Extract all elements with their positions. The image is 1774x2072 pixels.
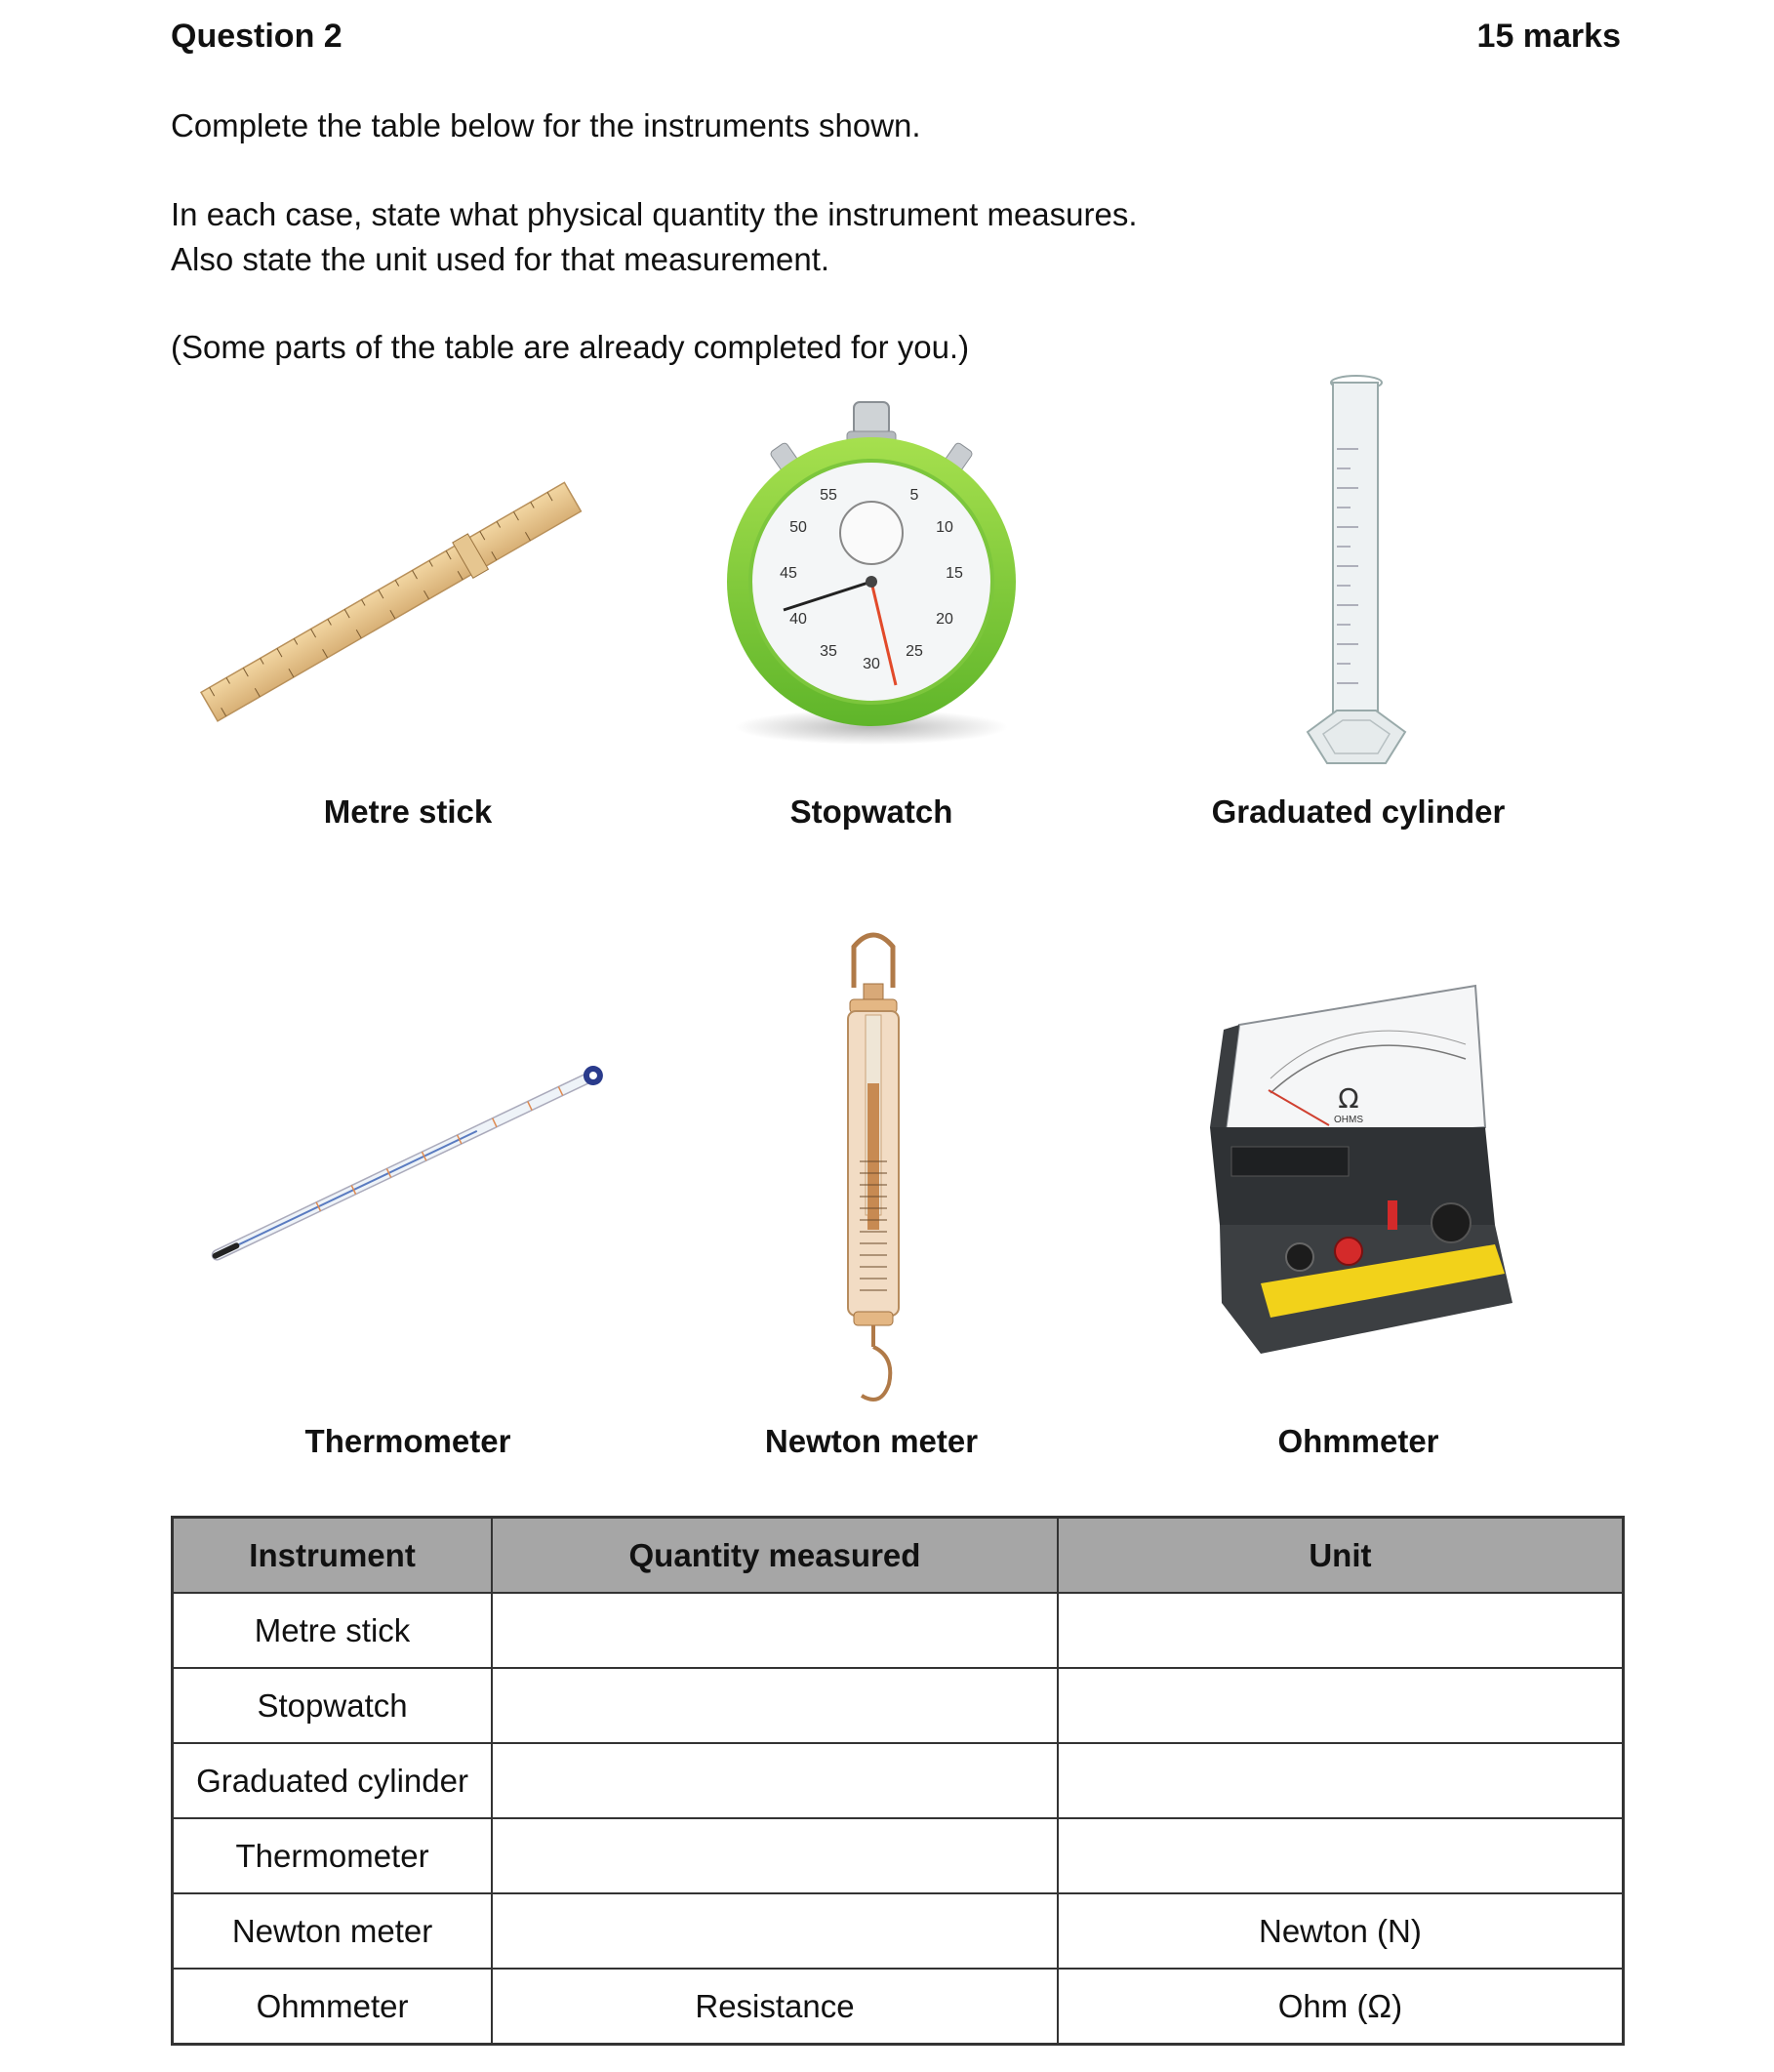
table-row [173,1668,1624,1743]
ohm-symbol: Ω [1338,1082,1359,1115]
newton-meter-image [825,927,922,1415]
cell-unit: Newton (N) [1058,1893,1624,1969]
cell-instrument: Metre stick [173,1593,493,1668]
cell-quantity[interactable] [492,1743,1058,1818]
header-quantity-measured: Quantity measured [492,1518,1058,1594]
cell-instrument: Newton meter [173,1893,493,1969]
caption-metre-stick: Metre stick [323,793,493,830]
caption-graduated-cylinder: Graduated cylinder [1211,793,1506,830]
caption-thermometer: Thermometer [304,1423,511,1459]
cell-quantity[interactable] [492,1593,1058,1668]
cell-instrument: Thermometer [173,1818,493,1893]
table-row [173,1893,1624,1969]
header-unit: Unit [1058,1518,1624,1594]
thermometer-image [195,1064,625,1279]
cell-unit[interactable] [1058,1818,1624,1893]
table-row [173,1969,1624,2045]
caption-newton-meter: Newton meter [764,1423,979,1459]
dial-number-5: 5 [909,487,919,504]
answer-table [171,1516,1625,2046]
ohms-label: OHMS [1334,1115,1363,1125]
table-row [173,1743,1624,1818]
dial-number-40: 40 [789,611,807,628]
dial-number-10: 10 [936,519,953,536]
cell-unit[interactable] [1058,1668,1624,1743]
stopwatch-image [720,400,1023,752]
cell-quantity[interactable] [492,1668,1058,1743]
dial-number-50: 50 [789,519,807,536]
dial-number-20: 20 [936,611,953,628]
cell-instrument: Ohmmeter [173,1969,493,2045]
cell-instrument: Graduated cylinder [173,1743,493,1818]
cell-quantity: Resistance [492,1969,1058,2045]
table-header-row [173,1518,1624,1594]
header-instrument: Instrument [173,1518,493,1594]
dial-number-35: 35 [820,643,837,660]
cell-unit[interactable] [1058,1593,1624,1668]
table-row [173,1593,1624,1668]
question-title: Question 2 [171,18,343,55]
dial-number-55: 55 [820,487,837,504]
ohmmeter-image [1202,981,1524,1371]
instruction-line-1: Complete the table below for the instruments shown. [171,107,921,143]
graduated-cylinder-image [1288,371,1425,781]
instruction-line-2: In each case, state what physical quantity the instrument measures. [171,196,1138,232]
instruction-line-4: (Some parts of the table are already completed for you.) [171,329,970,365]
instruction-block [171,192,1138,282]
caption-stopwatch: Stopwatch [789,793,953,830]
dial-number-25: 25 [906,643,923,660]
dial-number-15: 15 [946,565,963,582]
cell-quantity[interactable] [492,1818,1058,1893]
dial-number-30: 30 [863,656,880,672]
dial-number-45: 45 [780,565,797,582]
table-row [173,1818,1624,1893]
caption-ohmmeter: Ohmmeter [1277,1423,1439,1459]
instruction-line-3: Also state the unit used for that measurement. [171,241,830,277]
cell-unit: Ohm (Ω) [1058,1969,1624,2045]
metre-stick-image [190,415,629,737]
question-marks: 15 marks [1476,18,1621,55]
cell-instrument: Stopwatch [173,1668,493,1743]
cell-quantity[interactable] [492,1893,1058,1969]
cell-unit[interactable] [1058,1743,1624,1818]
